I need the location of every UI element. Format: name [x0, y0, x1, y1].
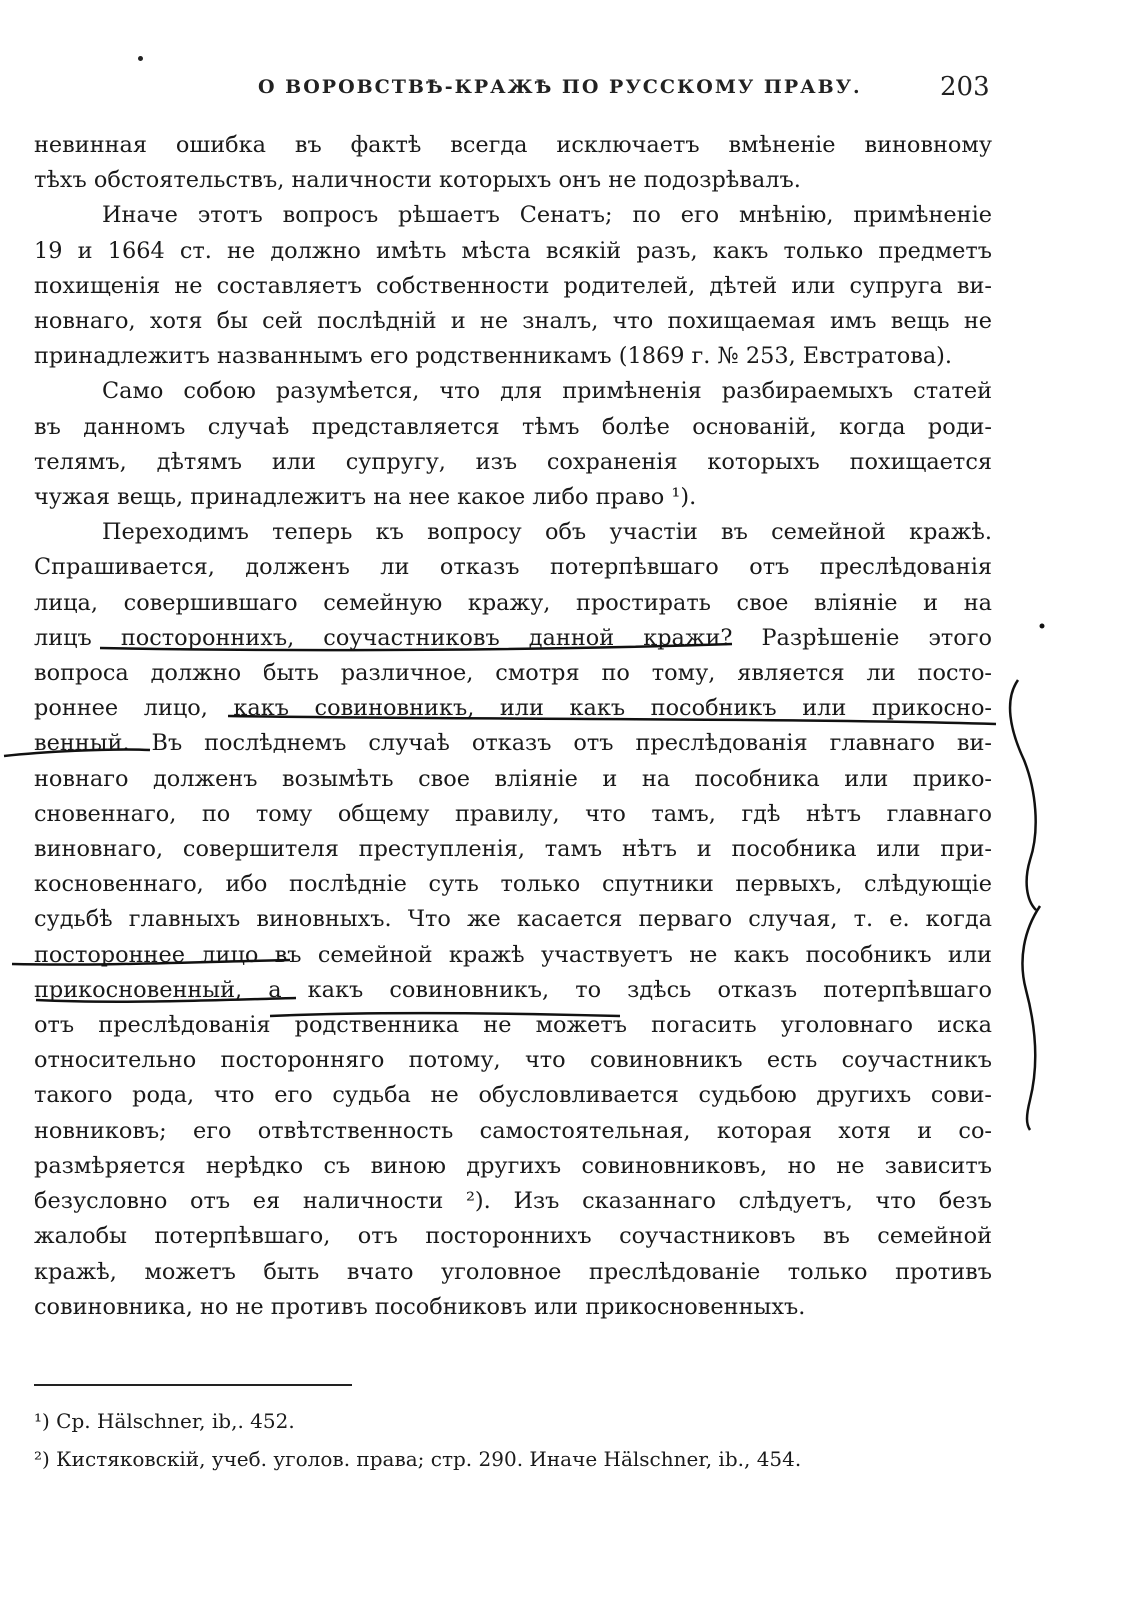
text-line: относительно посторонняго потому, что совиновникъ есть соучастникъ — [34, 1047, 992, 1074]
ink-dot — [138, 56, 143, 61]
page-number: 203 — [940, 72, 990, 102]
text-line: невинная ошибка въ фактѣ всегда исключаетъ вмѣненіе виновному — [34, 132, 992, 158]
text-line: Спрашивается, долженъ ли отказъ потерпѣвшаго отъ преслѣдованія — [34, 554, 992, 581]
text-line: новнаго, хотя бы сей послѣдній и не зналъ, что похищаемая имъ вещь не — [34, 308, 992, 335]
text-line: въ данномъ случаѣ представляется тѣмъ болѣе основаній, когда роди- — [34, 413, 992, 440]
body-text — [34, 128, 992, 1325]
text-line: кражѣ, можетъ быть вчато уголовное преслѣдованіе только противъ — [34, 1258, 992, 1285]
footnote-2: ²) Кистяковскій, учеб. уголов. права; стр. 290. Иначе Hälschner, ib., 454. — [34, 1447, 802, 1471]
text-line: виновнаго, совершителя преступленія, тамъ нѣтъ и пособника или при- — [34, 836, 992, 863]
text-line: безусловно отъ ея наличности ²). Изъ сказаннаго слѣдуетъ, что безъ — [34, 1188, 992, 1215]
margin-bracket — [1010, 680, 1036, 910]
footnotes — [34, 1402, 994, 1478]
text-line: роннее лицо, какъ совиновникъ, или какъ пособникъ или прикосно- — [34, 695, 992, 722]
text-line: чужая вещь, принадлежитъ на нее какое либо право ¹). — [34, 484, 697, 511]
text-line: принадлежитъ названнымъ его родственникамъ (1869 г. № 253, Евстратова). — [34, 343, 953, 370]
text-line: венный. Въ послѣднемъ случаѣ отказъ отъ преслѣдованія главнаго ви- — [34, 730, 992, 757]
text-line: размѣряется нерѣдко съ виною другихъ совиновниковъ, но не зависитъ — [34, 1152, 992, 1179]
text-line: лицъ постороннихъ, соучастниковъ данной кражи? Разрѣшеніе этого — [34, 624, 992, 651]
footnote-divider — [34, 1384, 352, 1386]
text-line: Переходимъ теперь къ вопросу объ участіи въ семейной кражѣ. — [102, 519, 992, 546]
text-line: вопроса должно быть различное, смотря по тому, является ли посто- — [34, 660, 992, 687]
ink-dot — [1040, 624, 1045, 629]
footnote-1: ¹) Ср. Hälschner, ib,. 452. — [34, 1409, 295, 1433]
text-line: прикосновенный, а какъ совиновникъ, то здѣсь отказъ потерпѣвшаго — [34, 976, 992, 1003]
text-line: похищенія не составляетъ собственности родителей, дѣтей или супруга ви- — [34, 272, 992, 299]
text-line: такого рода, что его судьба не обусловливается судьбою другихъ сови- — [34, 1082, 992, 1109]
text-line: лица, совершившаго семейную кражу, простирать свое вліяніе и на — [34, 589, 992, 616]
text-line: совиновника, но не противъ пособниковъ или прикосновенныхъ. — [34, 1293, 806, 1320]
text-line: 19 и 1664 ст. не должно имѣть мѣста всякій разъ, какъ только предметъ — [34, 237, 992, 264]
text-line: телямъ, дѣтямъ или супругу, изъ сохраненія которыхъ похищается — [34, 448, 992, 475]
text-line: постороннее лицо въ семейной кражѣ участвуетъ не какъ пособникъ или — [34, 941, 992, 968]
text-line: Иначе этотъ вопросъ рѣшаетъ Сенатъ; по его мнѣнію, примѣненіе — [102, 202, 992, 229]
text-line: судьбѣ главныхъ виновныхъ. Что же касается перваго случая, т. е. когда — [34, 906, 992, 933]
text-line: новнаго долженъ возымѣть свое вліяніе и на пособника или прико- — [34, 765, 992, 792]
text-line: тѣхъ обстоятельствъ, наличности которыхъ онъ не подозрѣвалъ. — [34, 167, 801, 194]
text-line: сновеннаго, по тому общему правилу, что тамъ, гдѣ нѣтъ главнаго — [34, 800, 992, 827]
text-line: Само собою разумѣется, что для примѣненія разбираемыхъ статей — [102, 378, 992, 405]
running-title: О ВОРОВСТВѢ-КРАЖѢ ПО РУССКОМУ ПРАВУ. — [258, 76, 862, 98]
text-line: новниковъ; его отвѣтственность самостоятельная, которая хотя и со- — [34, 1117, 992, 1144]
text-line: косновеннаго, ибо послѣдніе суть только спутники первыхъ, слѣдующіе — [34, 871, 992, 898]
text-line: жалобы потерпѣвшаго, отъ постороннихъ соучастниковъ въ семейной — [34, 1223, 992, 1250]
margin-bracket — [1022, 906, 1040, 1130]
text-line: отъ преслѣдованія родственника не можетъ погасить уголовнаго иска — [34, 1012, 992, 1039]
